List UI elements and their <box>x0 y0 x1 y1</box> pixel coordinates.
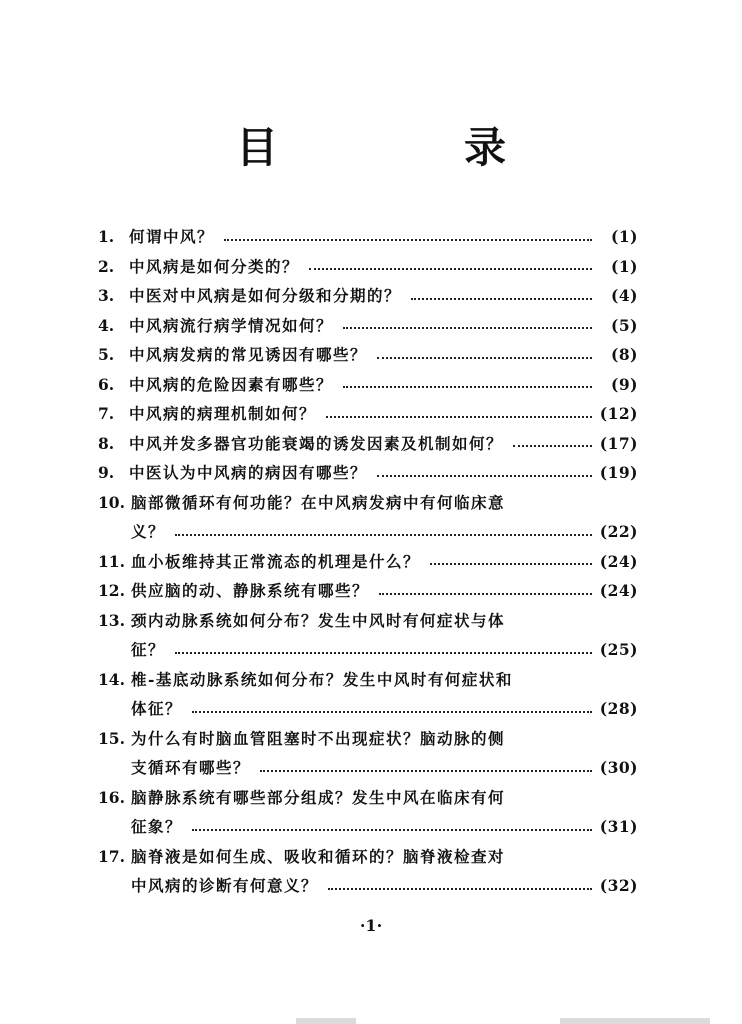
dot-leader <box>175 650 592 654</box>
toc-entry-page: (24) <box>599 551 638 571</box>
page-title: 目 录 <box>235 123 578 172</box>
toc-entry-number: 13. <box>98 610 125 630</box>
toc-entry-number: 14. <box>98 669 125 689</box>
toc-entry-title: 征？ <box>131 640 166 659</box>
toc-entry-number: 3. <box>98 286 115 305</box>
toc-entry-title: 中医对中风病是如何分级和分期的？ <box>129 286 402 305</box>
toc-entry-line <box>98 694 638 724</box>
toc-entry-title: 中风病发病的常见诱因有哪些？ <box>129 345 368 364</box>
toc-entry-page: (4) <box>611 286 638 305</box>
toc-entry-page: (22) <box>599 522 638 541</box>
toc-entry-line <box>98 281 638 311</box>
table-of-contents <box>98 222 638 901</box>
toc-entry-page: (32) <box>599 876 638 895</box>
toc-entry-number: 5. <box>98 345 115 364</box>
toc-entry-number: 10. <box>98 492 125 512</box>
toc-entry-number: 6. <box>98 374 115 394</box>
dot-leader <box>224 237 592 241</box>
toc-entry-page: (19) <box>599 463 638 482</box>
toc-entry-number: 1. <box>98 227 115 246</box>
dot-leader <box>309 266 592 270</box>
dot-leader <box>260 768 592 772</box>
toc-entry-title: 为什么有时脑血管阻塞时不出现症状？脑动脉的侧 <box>131 728 506 748</box>
toc-entry-title: 脑静脉系统有哪些部分组成？发生中风在临床有何 <box>131 787 506 807</box>
toc-entry-title: 中风病流行病学情况如何？ <box>129 315 334 335</box>
toc-entry-number: 12. <box>98 581 125 600</box>
page-number: ·1· <box>359 916 383 935</box>
toc-entry-line <box>98 517 638 547</box>
toc-entry-title: 支循环有哪些？ <box>131 758 251 777</box>
dot-leader <box>379 591 592 595</box>
toc-entry-number: 8. <box>98 433 115 453</box>
toc-entry-page: (24) <box>599 581 638 600</box>
toc-entry-title: 体征？ <box>131 699 183 718</box>
toc-entry-title: 中风病是如何分类的？ <box>129 256 300 276</box>
dot-leader <box>411 296 592 300</box>
toc-entry-page: (25) <box>599 640 638 659</box>
toc-entry-page: (9) <box>611 374 638 394</box>
toc-entry-page: (8) <box>611 345 638 364</box>
toc-entry-number: 11. <box>98 551 125 571</box>
toc-entry-line <box>98 783 638 813</box>
toc-entry-number: 15. <box>98 728 125 748</box>
toc-entry-title: 脑部微循环有何功能？在中风病发病中有何临床意 <box>131 492 506 512</box>
dot-leader <box>343 384 592 388</box>
toc-entry-number: 4. <box>98 315 115 335</box>
toc-entry-line <box>98 222 638 252</box>
toc-entry-page: (30) <box>599 758 638 777</box>
toc-entry-line <box>98 724 638 754</box>
toc-entry-number: 16. <box>98 787 125 807</box>
toc-entry-line <box>98 252 638 282</box>
toc-entry-line <box>98 429 638 459</box>
toc-entry-title: 征象？ <box>131 817 183 836</box>
scan-artifact <box>560 1018 710 1024</box>
toc-entry-page: (5) <box>611 315 638 335</box>
toc-entry-page: (12) <box>599 404 638 423</box>
toc-entry-page: (31) <box>599 817 638 836</box>
dot-leader <box>175 532 592 536</box>
toc-entry-title: 何谓中风？ <box>129 227 215 246</box>
dot-leader <box>430 561 592 565</box>
toc-entry-number: 9. <box>98 463 115 482</box>
dot-leader <box>192 827 592 831</box>
toc-entry-line <box>98 812 638 842</box>
toc-entry-line <box>98 576 638 606</box>
toc-entry-line <box>98 606 638 636</box>
dot-leader <box>192 709 592 713</box>
toc-entry-title: 中风病的病理机制如何？ <box>129 404 317 423</box>
toc-entry-title: 颈内动脉系统如何分布？发生中风时有何症状与体 <box>131 610 506 630</box>
dot-leader <box>377 355 592 359</box>
dot-leader <box>328 886 592 890</box>
dot-leader <box>377 473 592 477</box>
toc-entry-line <box>98 311 638 341</box>
toc-entry-line <box>98 488 638 518</box>
toc-entry-title: 中风病的诊断有何意义？ <box>131 876 319 895</box>
toc-entry-page: (28) <box>599 699 638 718</box>
scan-artifact <box>296 1018 356 1024</box>
toc-entry-page: (1) <box>611 227 638 246</box>
toc-entry-title: 中风并发多器官功能衰竭的诱发因素及机制如何？ <box>129 433 504 453</box>
toc-entry-line <box>98 547 638 577</box>
toc-entry-number: 2. <box>98 256 115 276</box>
toc-entry-line <box>98 842 638 872</box>
toc-entry-title: 义？ <box>131 522 166 541</box>
toc-entry-line <box>98 340 638 370</box>
toc-entry-number: 7. <box>98 404 115 423</box>
toc-entry-number: 17. <box>98 846 125 866</box>
toc-entry-page: (1) <box>611 256 638 276</box>
toc-entry-line <box>98 753 638 783</box>
dot-leader <box>343 325 592 329</box>
toc-entry-page: (17) <box>599 433 638 453</box>
toc-entry-title: 中风病的危险因素有哪些？ <box>129 374 334 394</box>
toc-entry-title: 脑脊液是如何生成、吸收和循环的？脑脊液检查对 <box>131 846 506 866</box>
toc-entry-line <box>98 635 638 665</box>
toc-entry-line <box>98 458 638 488</box>
toc-entry-line <box>98 399 638 429</box>
toc-entry-line <box>98 871 638 901</box>
toc-entry-title: 椎-基底动脉系统如何分布？发生中风时有何症状和 <box>131 669 513 689</box>
toc-entry-title: 血小板维持其正常流态的机理是什么？ <box>131 551 421 571</box>
toc-entry-line <box>98 370 638 400</box>
toc-entry-title: 中医认为中风病的病因有哪些？ <box>129 463 368 482</box>
dot-leader <box>326 414 592 418</box>
toc-entry-line <box>98 665 638 695</box>
dot-leader <box>513 443 592 447</box>
toc-entry-title: 供应脑的动、静脉系统有哪些？ <box>131 581 370 600</box>
